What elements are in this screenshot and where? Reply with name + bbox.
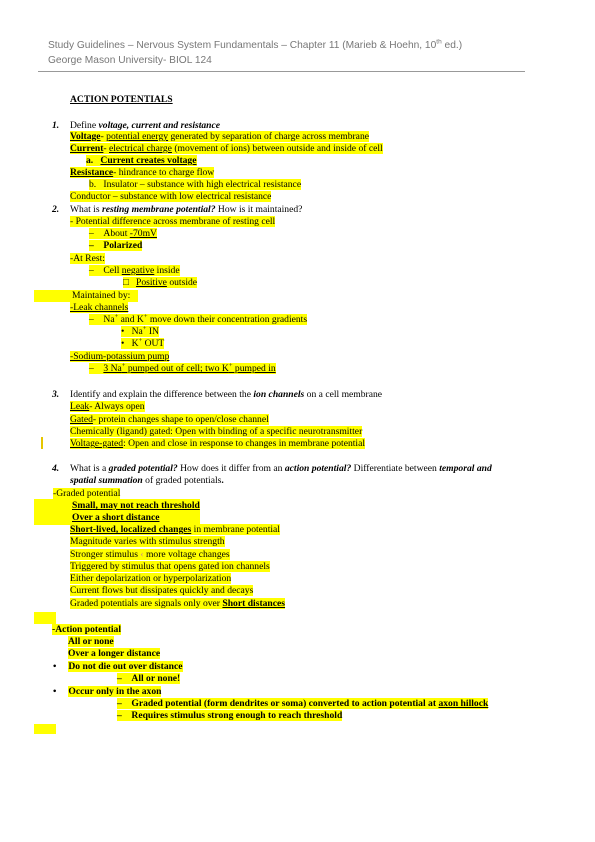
q4-prompt-1: What is a graded potential? How does it differ from an action potential? Differentiate between temporal and bbox=[70, 463, 492, 474]
q2-pump-detail: – 3 Na+ pumped out of cell; two K+ pumped in bbox=[89, 361, 276, 374]
q3-prompt: Identify and explain the difference between the ion channels on a cell membrane bbox=[70, 389, 383, 400]
q2-polarized: – Polarized bbox=[89, 240, 143, 251]
q4-graded-heading: -Graded potential bbox=[53, 488, 121, 499]
page-header bbox=[48, 38, 528, 68]
q1-voltage-def: Voltage- potential energy generated by separation of charge across membrane bbox=[70, 131, 369, 142]
header-university-line: George Mason University- BIOL 124 bbox=[48, 55, 212, 66]
ap-longer-distance: Over a longer distance bbox=[68, 648, 161, 659]
q1-current-def: Current- electrical charge (movement of ions) between outside and inside of cell bbox=[70, 143, 383, 154]
graded-either: Either depolarization or hyperpolarization bbox=[70, 573, 232, 584]
q2-na-k-gradients: – Na+ and K+ move down their concentration gradients bbox=[89, 312, 308, 325]
q1-conductor: Conductor – substance with low electrical resistance bbox=[70, 191, 272, 202]
q2-pump: -Sodium-potassium pump bbox=[70, 351, 170, 362]
ap-graded-converted: – Graded potential (form dendrites or soma) converted to action potential at axon hillock bbox=[117, 698, 489, 709]
q2-na-in: • Na+ IN bbox=[121, 324, 159, 337]
graded-triggered: Triggered by stimulus that opens gated ion channels bbox=[70, 561, 270, 572]
change-bar bbox=[41, 437, 43, 449]
q2-positive-outside: □ Positive outside bbox=[123, 277, 198, 288]
highlight-block bbox=[34, 612, 56, 624]
q2-maintained-by: Maintained by: bbox=[72, 290, 131, 301]
q2-prompt: What is resting membrane potential? How is it maintained? bbox=[70, 204, 303, 215]
arrow-symbol-icon: ‹ bbox=[140, 549, 144, 560]
graded-short-distance: Over a short distance bbox=[72, 512, 160, 523]
q3-voltage-gated: Voltage-gated: Open and close in response to changes in membrane potential bbox=[70, 438, 366, 449]
q4-number: 4. bbox=[52, 463, 60, 474]
q2-cell-negative: – Cell negative inside bbox=[89, 265, 180, 276]
q1-insulator: b. Insulator – substance with high electrical resistance bbox=[89, 179, 302, 190]
graded-stronger: Stronger stimulus ‹ more voltage changes bbox=[70, 549, 230, 560]
q3-leak: Leak- Always open bbox=[70, 401, 145, 412]
header-course-line: Study Guidelines – Nervous System Fundamentals – Chapter 11 (Marieb & Hoehn, 10th ed.) bbox=[48, 38, 463, 51]
ap-heading: -Action potential bbox=[52, 624, 122, 635]
q3-number: 3. bbox=[52, 389, 60, 400]
ap-requires-stimulus: – Requires stimulus strong enough to reach threshold bbox=[117, 710, 343, 721]
section-title: ACTION POTENTIALS bbox=[70, 94, 173, 105]
q2-k-out: • K+ OUT bbox=[121, 336, 165, 349]
ap-axon-only: • Occur only in the axon bbox=[53, 686, 162, 697]
graded-signals: Graded potentials are signals only over Short distances bbox=[70, 598, 286, 609]
graded-current: Current flows but dissipates quickly and decays bbox=[70, 585, 254, 596]
q1-resistance-def: Resistance- hindrance to charge flow bbox=[70, 167, 215, 178]
q2-answer-1: - Potential difference across membrane of resting cell bbox=[70, 216, 276, 227]
q2-at-rest: -At Rest: bbox=[70, 253, 105, 264]
highlight-block bbox=[34, 724, 56, 734]
q2-about: – About -70mV bbox=[89, 228, 157, 239]
q1-number: 1. bbox=[52, 120, 60, 131]
q2-leak-channels: -Leak channels bbox=[70, 302, 129, 313]
graded-short-lived: Short-lived, localized changes in membrane potential bbox=[70, 524, 280, 535]
graded-magnitude: Magnitude varies with stimulus strength bbox=[70, 536, 225, 547]
ap-all-or-none: All or none bbox=[68, 636, 114, 647]
square-bullet-icon: □ bbox=[123, 277, 129, 288]
q4-prompt-2: spatial summation of graded potentials. bbox=[70, 475, 224, 486]
q2-number: 2. bbox=[52, 204, 60, 215]
q1-prompt: Define voltage, current and resistance bbox=[70, 120, 221, 131]
ap-all-or-none-2: – All or none! bbox=[117, 673, 181, 684]
q3-gated: Gated- protein changes shape to open/close channel bbox=[70, 414, 269, 425]
q3-chemically-gated: Chemically (ligand) gated: Open with binding of a specific neurotransmitter bbox=[70, 426, 363, 437]
header-divider bbox=[38, 71, 525, 72]
graded-small: Small, may not reach threshold bbox=[72, 500, 200, 511]
ap-not-die-out: • Do not die out over distance bbox=[53, 661, 183, 672]
q1-current-sub: a. Current creates voltage bbox=[86, 155, 197, 166]
